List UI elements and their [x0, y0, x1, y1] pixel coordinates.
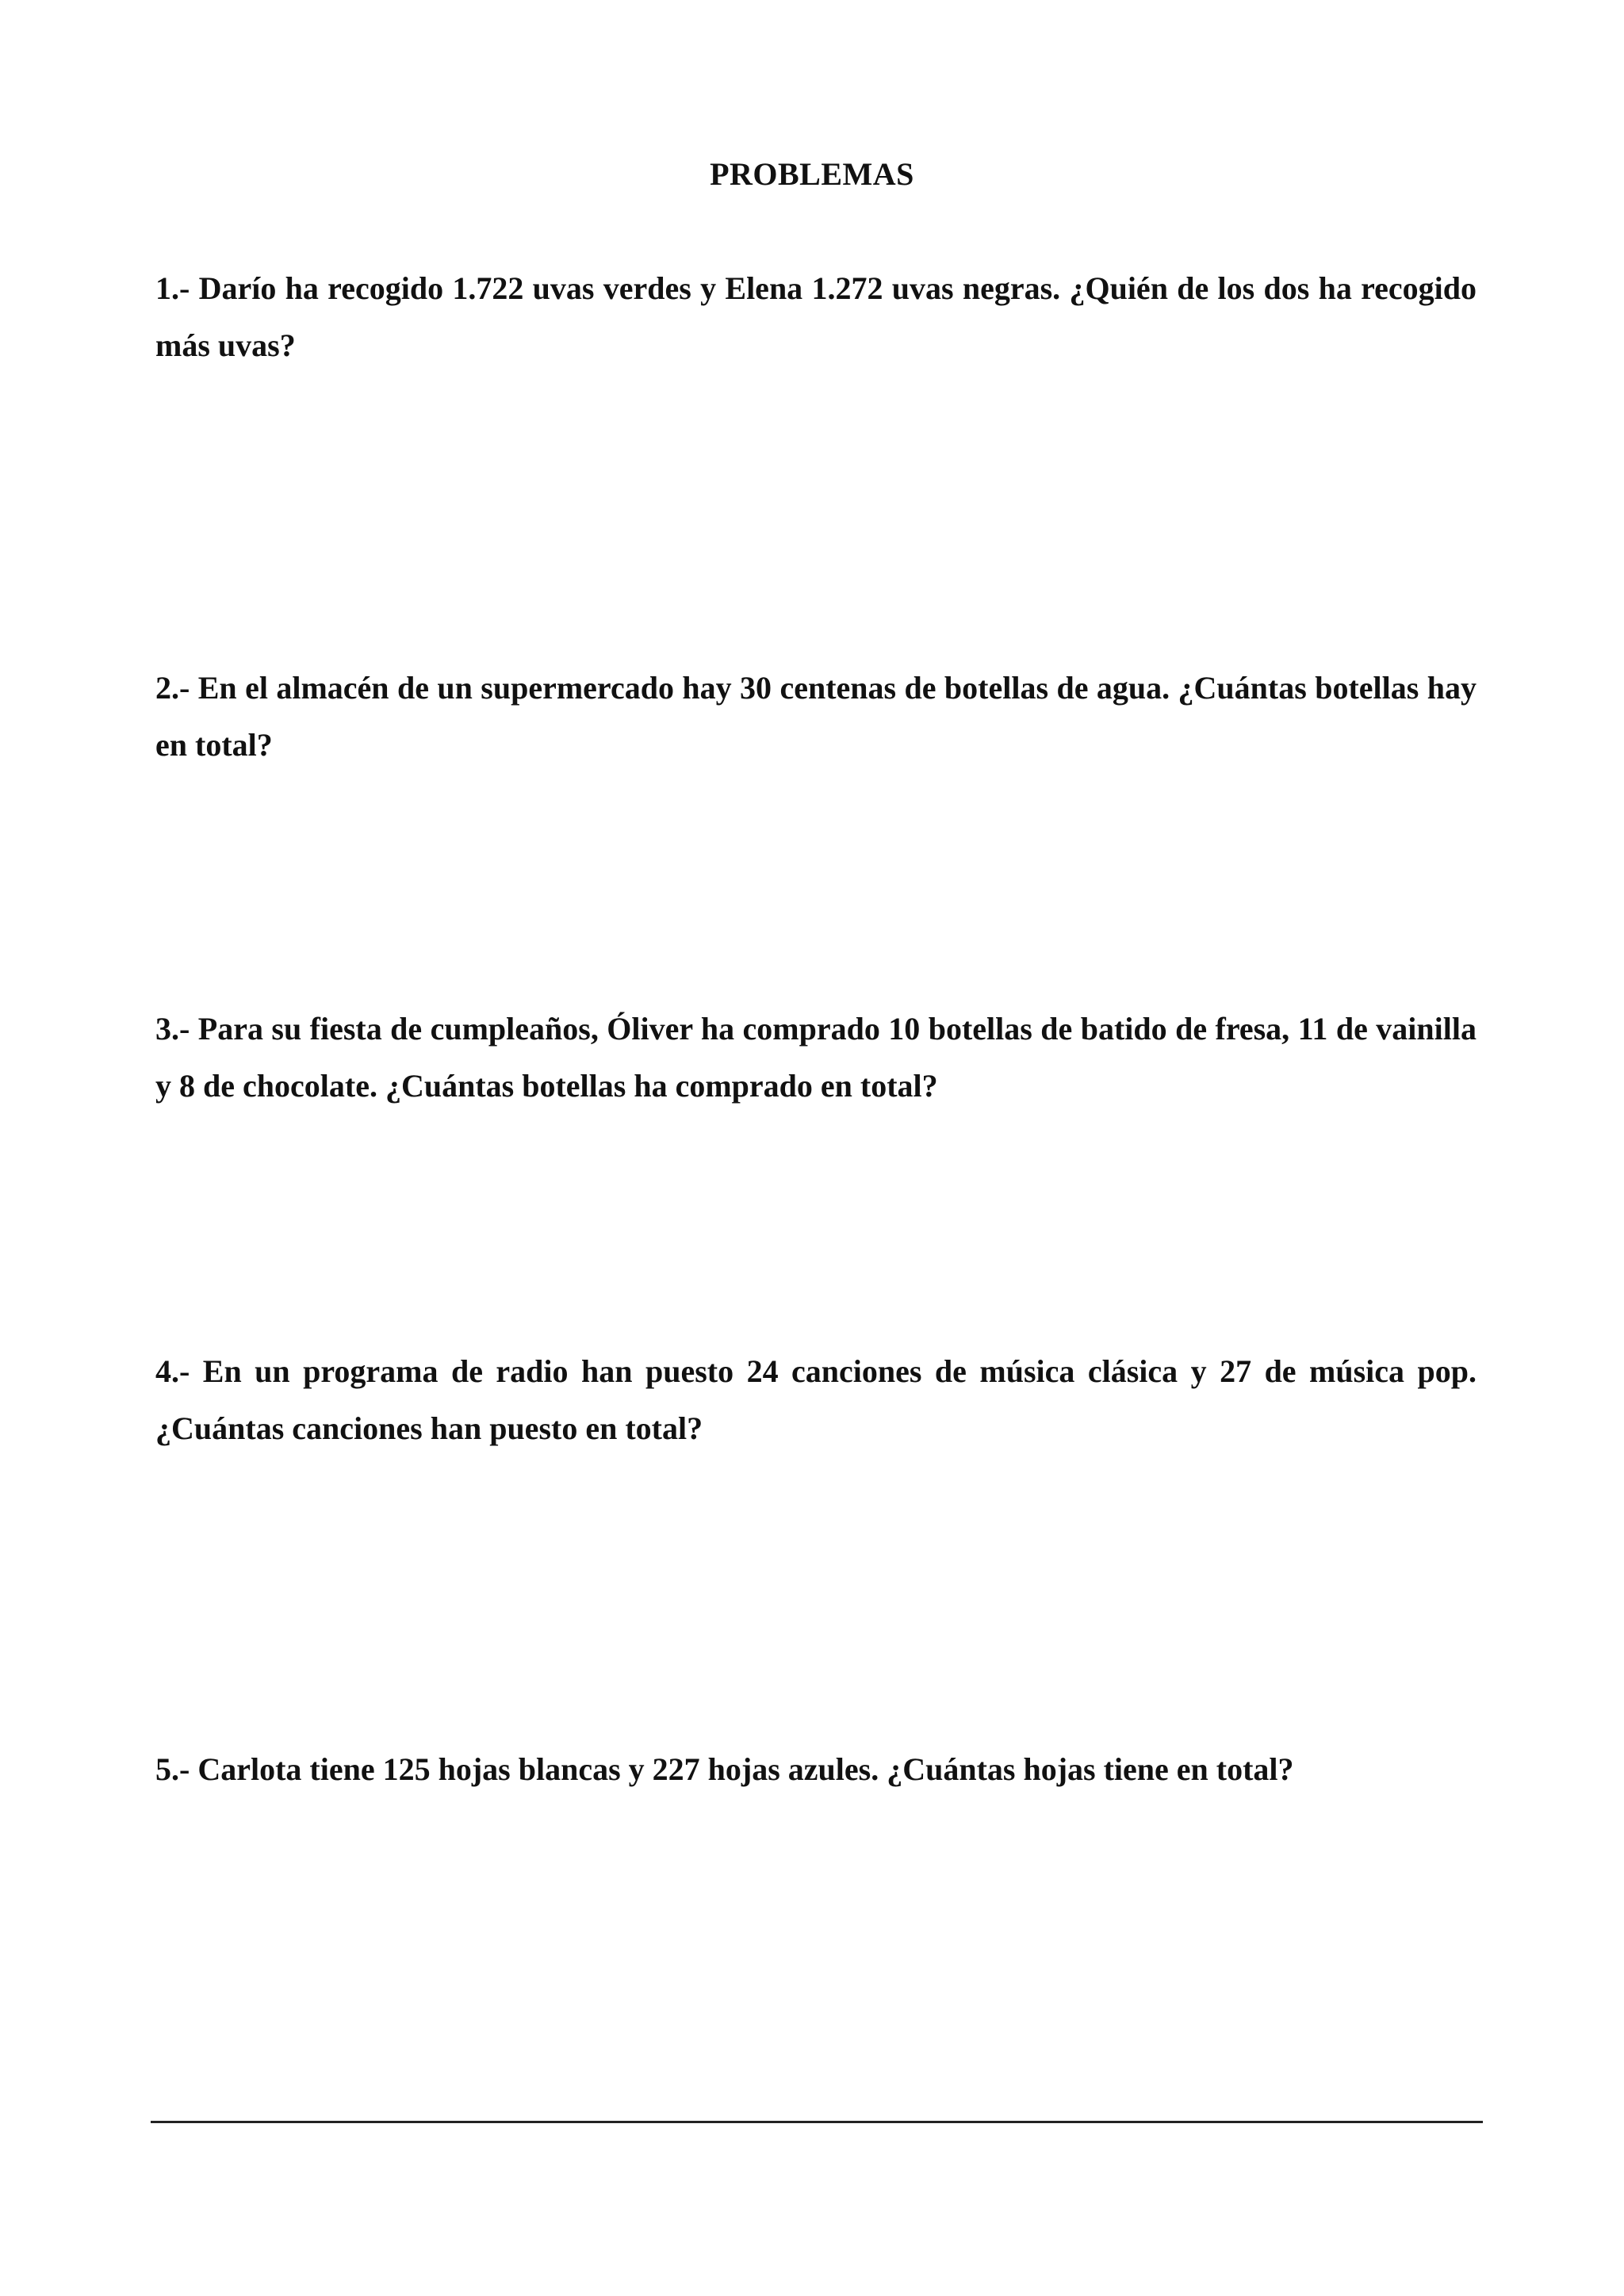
footer-rule	[151, 2121, 1483, 2123]
problem-1: 1.- Darío ha recogido 1.722 uvas verdes y Elena 1.272 uvas negras. ¿Quién de los dos ha recogido más uvas?	[155, 270, 1477, 363]
problem-2: 2.- En el almacén de un supermercado hay 30 centenas de botellas de agua. ¿Cuántas botellas hay en total?	[155, 670, 1477, 763]
problem-4: 4.- En un programa de radio han puesto 24 canciones de música clásica y 27 de música pop. ¿Cuántas canciones han puesto en total?	[155, 1353, 1477, 1446]
page-title: PROBLEMAS	[710, 156, 914, 192]
problem-3: 3.- Para su fiesta de cumpleaños, Óliver ha comprado 10 botellas de batido de fresa, 11 de vainilla y 8 de chocolate. ¿Cuántas botellas ha comprado en total?	[155, 1011, 1477, 1104]
problem-5: 5.- Carlota tiene 125 hojas blancas y 227 hojas azules. ¿Cuántas hojas tiene en total?	[155, 1751, 1294, 1787]
